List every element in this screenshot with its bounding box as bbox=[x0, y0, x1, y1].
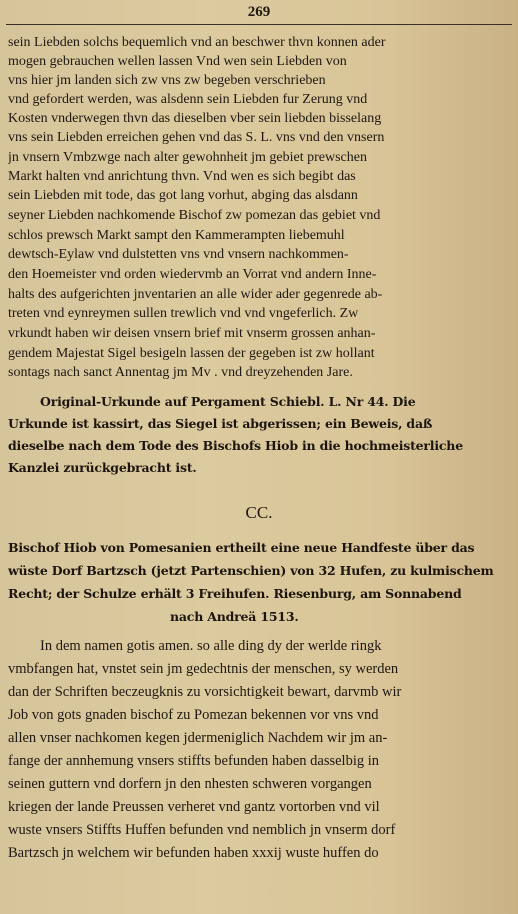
text-line: fange der annhemung vnsers stiffts befunden haben dasselbig in bbox=[8, 753, 379, 769]
text-line: Bartzsch jn welchem wir befunden haben xxxij wuste huffen do bbox=[8, 845, 379, 861]
text-line: seinen guttern vnd dorfern jn den nhesten schweren vorgangen bbox=[8, 776, 372, 792]
section-heading-line: Bischof Hiob von Pomesanien ertheilt eine neue Handfeste über das bbox=[8, 540, 475, 555]
text-line: Markt halten vnd anrichtung thvn. Vnd wen es sich begibt das bbox=[8, 169, 356, 184]
text-line: vnd gefordert werden, was alsdenn sein Liebden fur Zerung vnd bbox=[8, 92, 368, 107]
text-line: den Hoemeister vnd orden wiedervmb an Vorrat vnd andern Inne- bbox=[8, 267, 377, 282]
text-line: sontags nach sanct Annentag jm Mv . vnd dreyzehenden Jare. bbox=[8, 365, 353, 380]
archival-note-line: dieselbe nach dem Tode des Bischofs Hiob in die hochmeisterliche bbox=[8, 438, 463, 453]
text-line: seyner Liebden nachkomende Bischof zw pomezan das gebiet vnd bbox=[8, 208, 381, 223]
text-line: gendem Majestat Sigel besigeln lassen der gegeben ist zw hollant bbox=[8, 346, 375, 361]
section-heading-line: Recht; der Schulze erhält 3 Freihufen. Riesenburg, am Sonnabend bbox=[8, 586, 462, 601]
text-line: kriegen der lande Preussen verheret vnd gantz vortorben vnd vil bbox=[8, 799, 380, 815]
archival-note-line: Urkunde ist kassirt, das Siegel ist abgerissen; ein Beweis, daß bbox=[8, 416, 433, 431]
section-heading-line: wüste Dorf Bartzsch (jetzt Partenschien) von 32 Hufen, zu kulmischem bbox=[8, 563, 494, 578]
text-line: dan der Schriften beczeugknis zu vorsichtigkeit bewart, darvmb wir bbox=[8, 684, 402, 700]
text-line: Job von gots gnaden bischof zu Pomezan bekennen vor vns vnd bbox=[8, 707, 379, 723]
text-line: sein Liebden mit tode, das got lang vorhut, abging das alsdann bbox=[8, 188, 358, 203]
text-line: vns hier jm landen sich zw vns zw begeben verschrieben bbox=[8, 73, 326, 88]
section-number: CC. bbox=[245, 503, 273, 522]
section-heading-line: nach Andreä 1513. bbox=[170, 609, 299, 624]
archival-note-line: Kanzlei zurückgebracht ist. bbox=[8, 460, 197, 475]
text-line: Kosten vnderwegen thvn das dieselben vber sein liebden bisselang bbox=[8, 111, 382, 126]
text-line: wuste vnsers Stiffts Huffen befunden vnd nemblich jn vnserm dorf bbox=[8, 822, 396, 838]
text-line: dewtsch-Eylaw vnd dulstetten vns vnd vnsern nachkommen- bbox=[8, 247, 349, 262]
header-rule bbox=[6, 24, 512, 25]
text-line: vrkundt haben wir deisen vnsern brief mit vnserm grossen anhan- bbox=[8, 326, 376, 341]
text-line: halts des aufgerichten jnventarien an alle wider ader gegenrede ab- bbox=[8, 287, 383, 302]
text-line: allen vnser nachkomen kegen jdermeniglich Nachdem wir jm an- bbox=[8, 730, 388, 746]
page-number: 269 bbox=[247, 4, 271, 20]
text-line: sein Liebden solchs bequemlich vnd an beschwer thvn konnen ader bbox=[8, 35, 386, 50]
text-line: In dem namen gotis amen. so alle ding dy der werlde ringk bbox=[40, 638, 382, 654]
text-line: jn vnsern Vmbzwge nach alter gewohnheit jm gebiet prewschen bbox=[8, 150, 367, 165]
text-line: vmbfangen hat, vnstet sein jm gedechtnis der menschen, sy werden bbox=[8, 661, 399, 677]
archival-note-line: Original-Urkunde auf Pergament Schiebl. L. Nr 44. Die bbox=[40, 394, 416, 409]
text-line: mogen gebrauchen wellen lassen Vnd wen sein Liebden von bbox=[8, 54, 347, 69]
text-line: treten vnd eynreymen sullen trewlich vnd vnd vngeferlich. Zw bbox=[8, 306, 359, 321]
text-line: vns sein Liebden erreichen gehen vnd das S. L. vns vnd den vnsern bbox=[8, 130, 385, 145]
text-line: schlos prewsch Markt sampt den Kammerampten liebemuhl bbox=[8, 228, 345, 243]
